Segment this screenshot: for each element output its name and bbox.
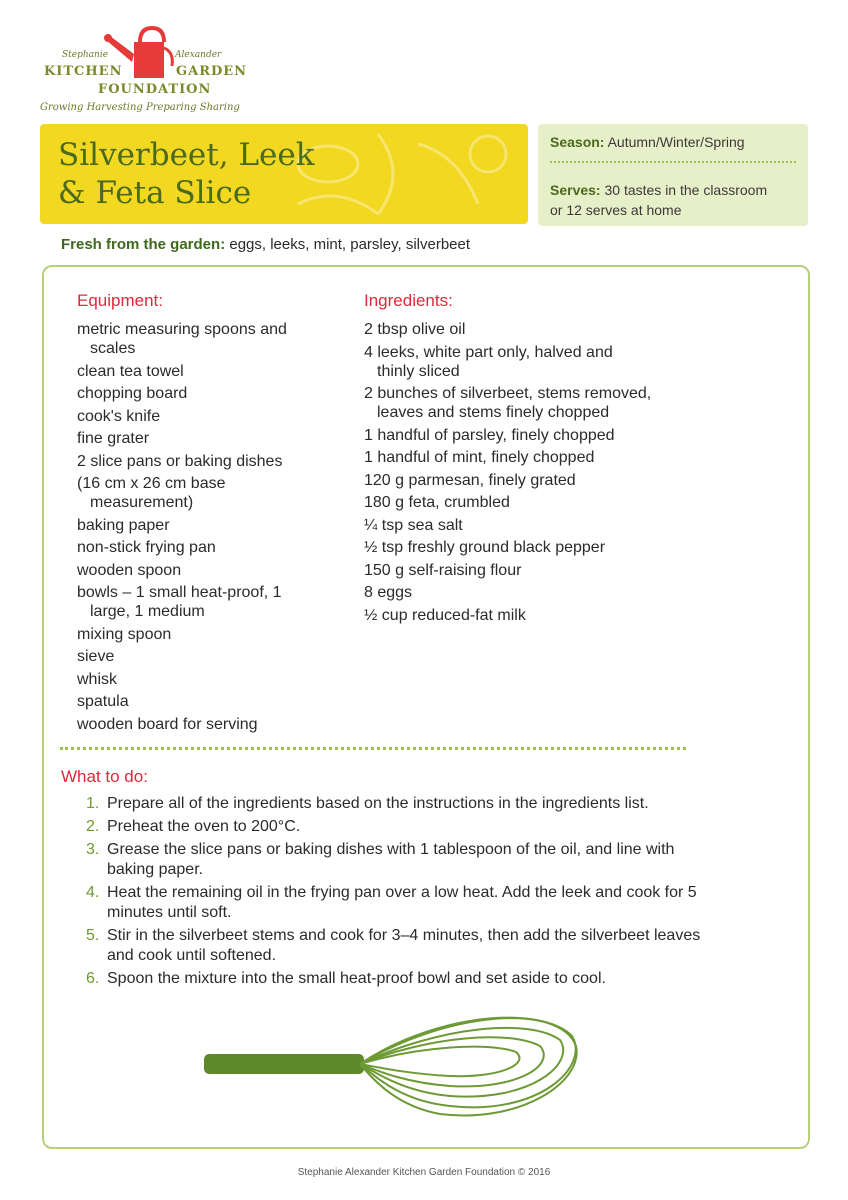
equipment-item: clean tea towel: [77, 362, 184, 380]
equipment-item: chopping board: [77, 385, 188, 402]
ingredients-heading: Ingredients:: [364, 291, 453, 310]
equipment-item: wooden spoon: [77, 561, 182, 579]
fresh-label: Fresh from the garden:: [61, 236, 226, 253]
logo-text-kitchen: KITCHEN: [44, 64, 123, 79]
logo-text-garden: GARDEN: [176, 64, 248, 79]
equipment-item: whisk: [77, 670, 118, 688]
equipment-item: bowls – 1 small heat-proof, 1 large, 1 medium: [77, 584, 282, 620]
ingredient-item: 4 leeks, white part only, halved and thinly sliced: [364, 343, 613, 380]
equipment-item: (16 cm x 26 cm base measurement): [77, 475, 226, 511]
ingredient-item: 1 handful of mint, finely chopped: [364, 449, 595, 466]
whisk-icon: [200, 1006, 580, 1126]
title-line-2: & Feta Slice: [58, 175, 252, 211]
title-banner: [40, 124, 528, 224]
page-title: [58, 136, 315, 212]
ingredient-item: 120 g parmesan, finely grated: [364, 471, 576, 489]
ingredient-item: 1 handful of parsley, finely chopped: [364, 426, 615, 444]
serves-value-line-1: 30 tastes in the classroom: [604, 182, 768, 198]
ingredients-list: [364, 320, 654, 628]
equipment-item: spatula: [77, 693, 129, 710]
watering-can-icon: [104, 22, 184, 82]
step-text: Stir in the silverbeet stems and cook for 3–4 minutes, then add the silverbeet leaves and cook until softened.: [107, 927, 701, 964]
method-step: [86, 794, 716, 814]
footer-copyright: Stephanie Alexander Kitchen Garden Foundation © 2016: [297, 1167, 551, 1178]
equipment-heading: Equipment:: [77, 291, 163, 310]
equipment-list: [77, 320, 322, 737]
season-serves-box: [538, 124, 808, 226]
serves-value-line-2: or 12 serves at home: [550, 202, 682, 218]
logo-tagline: Growing Harvesting Preparing Sharing: [40, 102, 240, 113]
season-divider: [550, 161, 796, 163]
season-label: Season:: [550, 134, 605, 150]
ingredient-item: 2 bunches of silverbeet, stems removed, leaves and stems finely chopped: [364, 385, 652, 421]
equipment-item: metric measuring spoons and scales: [77, 321, 287, 357]
season-info: [550, 134, 745, 150]
method-step: [86, 817, 716, 837]
step-number: 3.: [86, 841, 100, 858]
foundation-logo: [38, 22, 258, 117]
logo-text-alexander: Alexander: [175, 50, 222, 60]
method-step: [86, 883, 716, 923]
equipment-item: cook's knife: [77, 407, 161, 425]
equipment-item: baking paper: [77, 516, 170, 534]
ingredient-item: 2 tbsp olive oil: [364, 321, 466, 338]
step-text: Spoon the mixture into the small heat-proof bowl and set aside to cool.: [107, 970, 606, 987]
ingredient-item: ¼ tsp sea salt: [364, 516, 463, 534]
logo-text-stephanie: Stephanie: [62, 50, 109, 60]
fresh-value: eggs, leeks, mint, parsley, silverbeet: [229, 236, 471, 253]
season-value: Autumn/Winter/Spring: [607, 134, 745, 150]
step-number: 4.: [86, 884, 100, 901]
step-text: Prepare all of the ingredients based on the instructions in the ingredients list.: [107, 795, 649, 812]
step-number: 1.: [86, 795, 100, 812]
equipment-item: 2 slice pans or baking dishes: [77, 452, 283, 470]
logo-text-foundation: FOUNDATION: [98, 82, 212, 97]
method-step: [86, 840, 716, 880]
method-heading: What to do:: [61, 767, 148, 786]
ingredient-item: 150 g self-raising flour: [364, 561, 522, 579]
serves-label: Serves:: [550, 182, 601, 198]
title-line-1: Silverbeet, Leek: [58, 137, 315, 173]
fresh-from-garden: [61, 236, 470, 253]
step-number: 2.: [86, 818, 100, 835]
step-text: Grease the slice pans or baking dishes with 1 tablespoon of the oil, and line with baking paper.: [107, 841, 675, 878]
equipment-item: fine grater: [77, 430, 150, 447]
ingredient-item: ½ cup reduced-fat milk: [364, 606, 526, 624]
step-number: 6.: [86, 970, 100, 987]
ingredient-item: ½ tsp freshly ground black pepper: [364, 539, 606, 556]
serves-info: [550, 180, 800, 220]
ingredient-item: 180 g feta, crumbled: [364, 494, 510, 511]
method-step: [86, 969, 716, 989]
equipment-item: mixing spoon: [77, 625, 172, 643]
equipment-item: wooden board for serving: [77, 715, 258, 733]
step-number: 5.: [86, 927, 100, 944]
section-divider: [60, 747, 686, 750]
step-text: Preheat the oven to 200°C.: [107, 818, 301, 835]
method-steps: [86, 794, 716, 992]
method-step: [86, 926, 716, 966]
ingredient-item: 8 eggs: [364, 584, 413, 601]
equipment-item: non-stick frying pan: [77, 539, 216, 556]
equipment-item: sieve: [77, 648, 115, 665]
step-text: Heat the remaining oil in the frying pan over a low heat. Add the leek and cook for 5 minutes until soft.: [107, 884, 697, 921]
